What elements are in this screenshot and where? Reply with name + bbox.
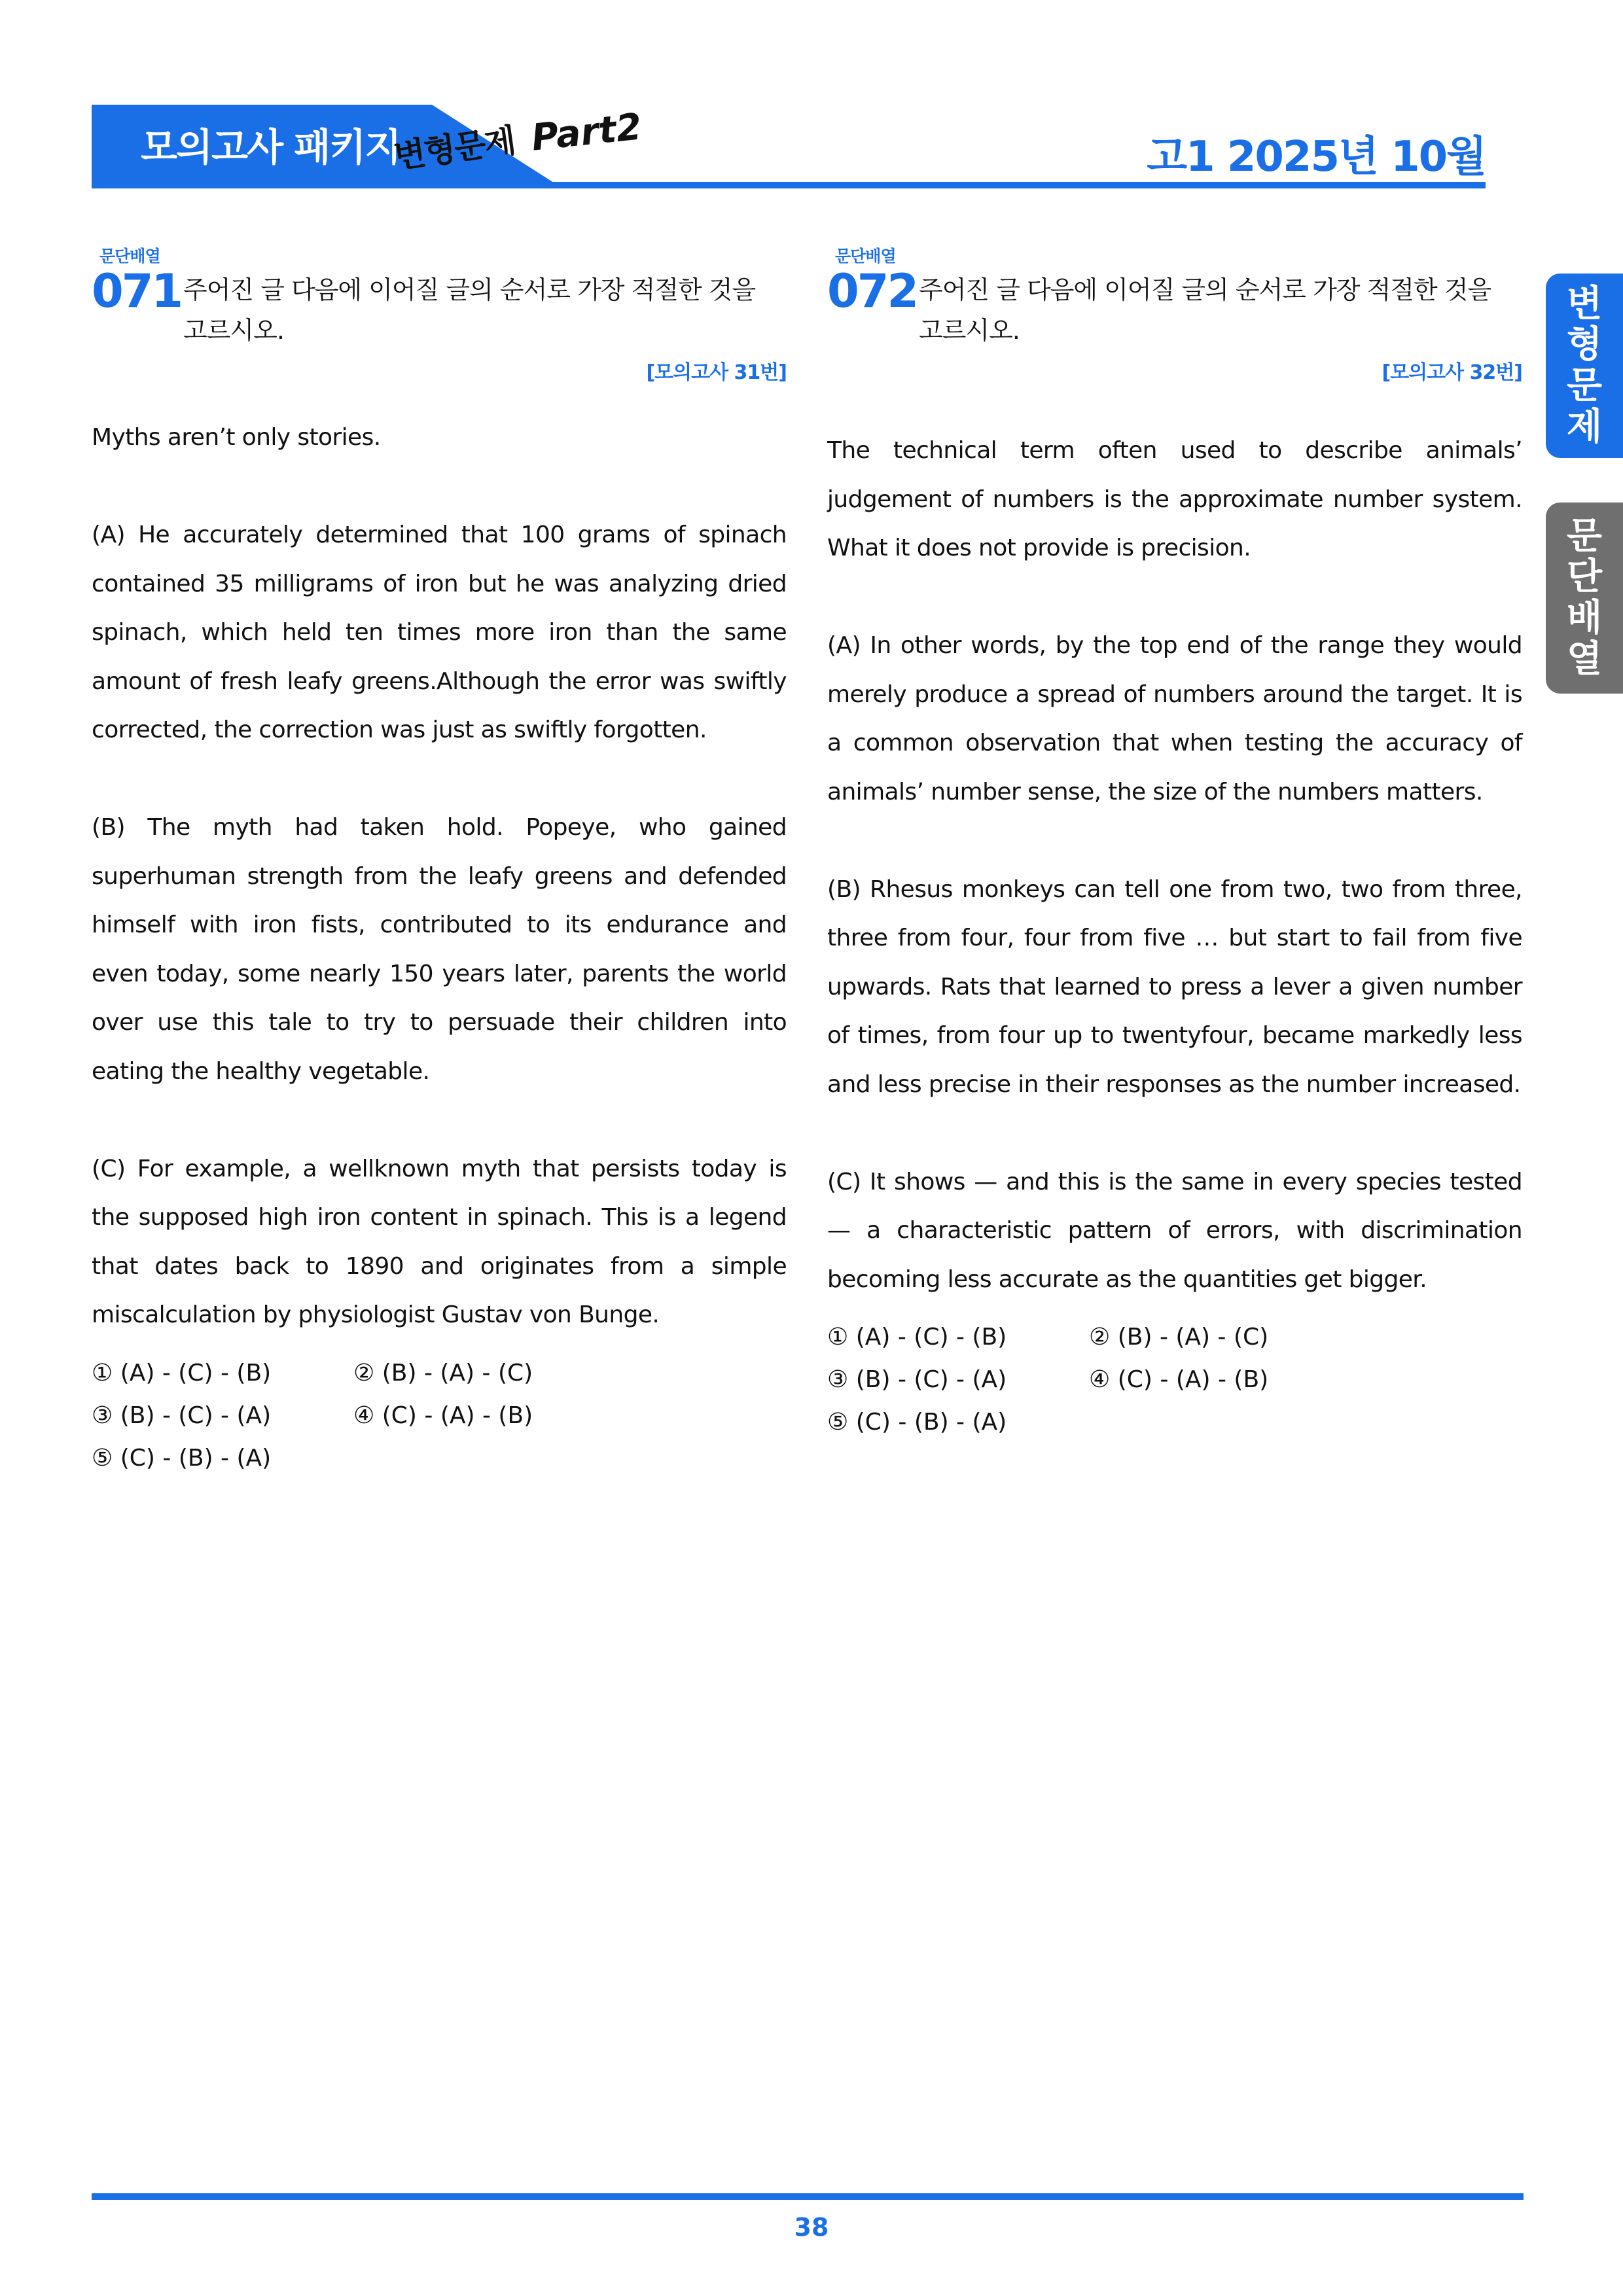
series-title: 모의고사 패키지 <box>141 125 401 169</box>
side-tab-char: 변 <box>1566 282 1603 325</box>
side-tab-char: 형 <box>1566 323 1603 366</box>
footer-rule <box>92 2193 1524 2200</box>
passage-paragraph-a: (A) In other words, by the top end of the range they would merely produce a spread of numbers around the target. It is a common observation that when testing the accuracy of animals’ number sense, the size of the numbers matters. <box>827 632 1522 805</box>
answer-choice-1[interactable]: ① (A) - (C) - (B) <box>92 1359 272 1386</box>
passage-paragraph-b: (B) The myth had taken hold. Popeye, who gained superhuman strength from the leafy greens and defended himself with iron fists, contributed to its endurance and even today, some nearly 150 years later, parents the world over use this tale to try to persuade their children into eating the healthy vegetable. <box>92 814 787 1085</box>
question-number: 071 <box>92 264 182 318</box>
answer-choice-5[interactable]: ⑤ (C) - (B) - (A) <box>92 1444 272 1472</box>
header-rule <box>92 182 1486 188</box>
answer-choice-3[interactable]: ③ (B) - (C) - (A) <box>827 1366 1007 1393</box>
passage-paragraph-a: (A) He accurately determined that 100 grams of spinach contained 35 milligrams of iron but he was analyzing dried spinach, which held ten times more iron than the same amount of fresh leafy greens.Although the error was swiftly corrected, the correction was just as swiftly forgotten. <box>92 521 787 743</box>
answer-choice-2[interactable]: ② (B) - (A) - (C) <box>353 1359 533 1386</box>
series-subtitle: 변형문제 <box>391 121 517 176</box>
answer-choice-5[interactable]: ⑤ (C) - (B) - (A) <box>827 1409 1007 1436</box>
question-prompt: 주어진 글 다음에 이어질 글의 순서로 가장 적절한 것을 고르시오. <box>183 275 756 345</box>
answer-choices <box>92 1352 787 1479</box>
side-tab-char: 열 <box>1566 637 1603 680</box>
side-tab-char: 문 <box>1566 364 1603 407</box>
answer-choice-4[interactable]: ④ (C) - (A) - (B) <box>1089 1366 1269 1393</box>
question-source: [모의고사 31번] <box>646 361 787 384</box>
exam-label: 고1 2025년 10월 <box>1147 133 1486 181</box>
side-tab-char: 제 <box>1566 405 1603 448</box>
passage-paragraph-b: (B) Rhesus monkeys can tell one from two, two from three, three from four, four from five … but start to fail from five upwards. Rats that learned to press a lever a given number of times, from four up to twentyfour, became markedly less and less precise in their responses as the number increased. <box>827 875 1522 1098</box>
answer-choice-3[interactable]: ③ (B) - (C) - (A) <box>92 1402 272 1429</box>
side-tab-char: 배 <box>1566 597 1603 639</box>
question-071 <box>92 243 787 1479</box>
question-number: 072 <box>827 264 918 318</box>
question-source: [모의고사 32번] <box>1382 361 1522 384</box>
side-tab-char: 문 <box>1566 514 1603 557</box>
question-type: 문단배열 <box>835 247 896 266</box>
passage-paragraph-c: (C) It shows — and this is the same in every species tested — a characteristic pattern of errors, with discrimination becoming less accurate as the quantities get bigger. <box>827 1168 1522 1293</box>
side-tab-paragraph-order[interactable] <box>1546 503 1623 694</box>
answer-choice-2[interactable]: ② (B) - (A) - (C) <box>1089 1324 1269 1351</box>
side-tab-char: 단 <box>1566 556 1603 599</box>
answer-choices <box>827 1316 1522 1443</box>
answer-choice-1[interactable]: ① (A) - (C) - (B) <box>827 1324 1007 1351</box>
question-header <box>92 264 787 345</box>
question-prompt: 주어진 글 다음에 이어질 글의 순서로 가장 적절한 것을 고르시오. <box>919 275 1491 345</box>
page-number: 38 <box>794 2213 829 2242</box>
question-072 <box>827 243 1522 1443</box>
question-header <box>827 264 1522 345</box>
series-part: Part2 <box>529 105 644 160</box>
question-type: 문단배열 <box>99 247 160 266</box>
answer-choice-4[interactable]: ④ (C) - (A) - (B) <box>353 1402 533 1429</box>
passage-intro: Myths aren’t only stories. <box>92 424 381 451</box>
passage-paragraph-c: (C) For example, a wellknown myth that persists today is the supposed high iron content in spinach. This is a legend that dates back to 1890 and originates from a simple miscalculation by physiologist Gustav von Bunge. <box>92 1155 787 1328</box>
side-tab-variant-questions[interactable] <box>1546 274 1623 458</box>
passage-intro: The technical term often used to describe animals’ judgement of numbers is the approximate number system. What it does not provide is precision. <box>827 437 1522 561</box>
